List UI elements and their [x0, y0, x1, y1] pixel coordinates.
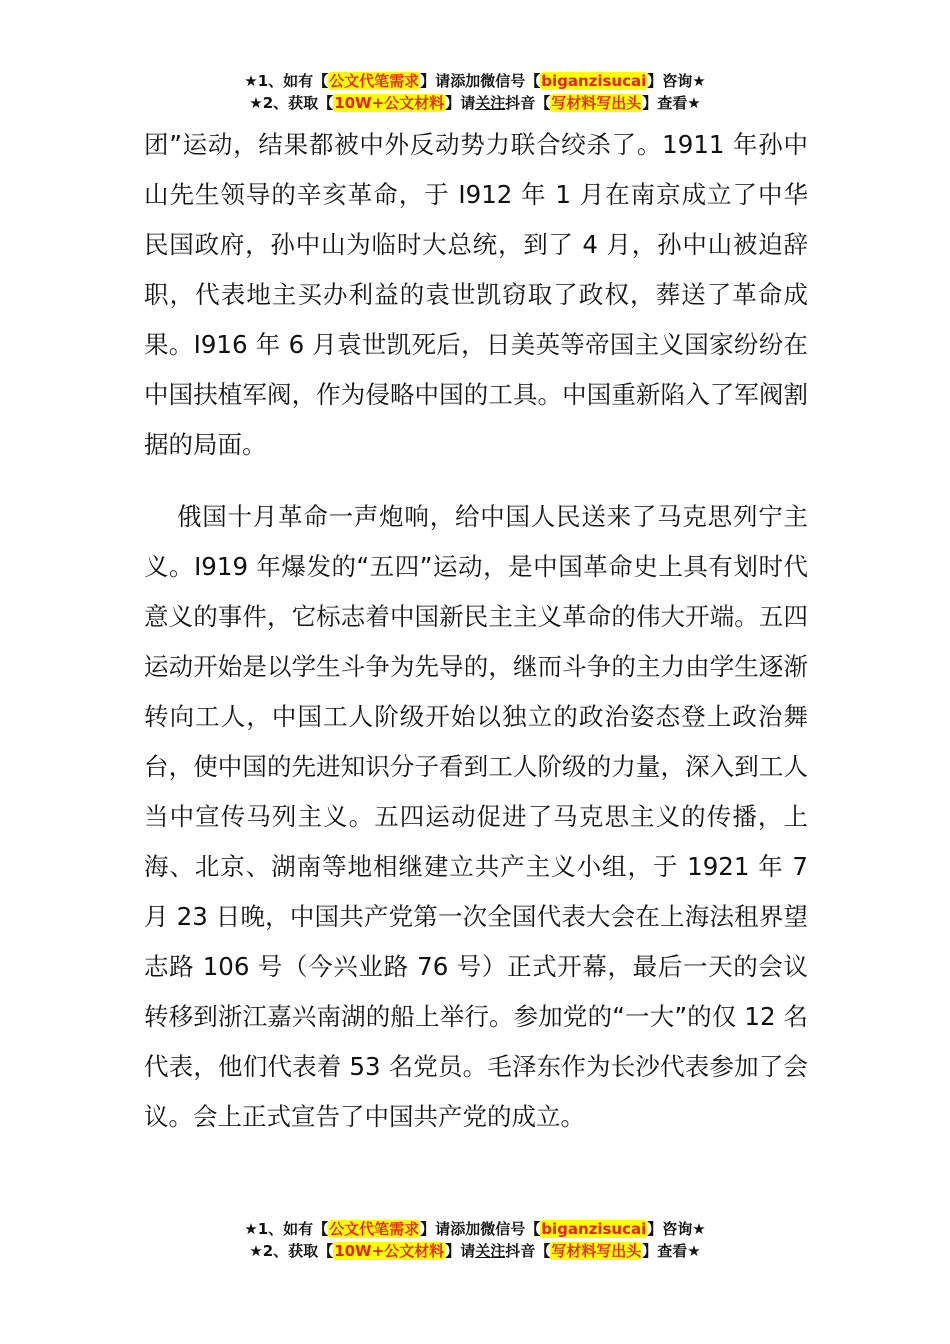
highlight-service: 公文代笔需求 [329, 1220, 420, 1238]
highlight-douyin-account: 写材料写出头 [551, 1242, 642, 1260]
highlight-service: 公文代笔需求 [329, 72, 420, 90]
highlight-materials: 10W+公文材料 [334, 1242, 445, 1260]
highlight-wechat-id: biganzisucai [541, 72, 647, 90]
body-paragraph-1: 团”运动，结果都被中外反动势力联合绞杀了。1911 年孙中山先生领导的辛亥革命，于 I912 年 1 月在南京成立了中华民国政府，孙中山为临时大总统，到了 4 月，孙中山被迫辞职，代表地主买办利益的袁世凯窃取了政权，葬送了革命成果。I916 年 6 月袁世凯死后，日美英等帝国主义国家纷纷在中国扶植军阀，作为侵略中国的工具。中国重新陷入了军阀割据的局面。 [144, 130, 808, 459]
highlight-materials: 10W+公文材料 [334, 94, 445, 112]
footer-banner [0, 1218, 950, 1262]
body-paragraph-2: 俄国十月革命一声炮响，给中国人民送来了马克思列宁主义。I919 年爆发的“五四”运动，是中国革命史上具有划时代意义的事件，它标志着中国新民主主义革命的伟大开端。五四运动开始是以学生斗争为先导的，继而斗争的主力由学生逐渐转向工人，中国工人阶级开始以独立的政治姿态登上政治舞台，使中国的先进知识分子看到工人阶级的力量，深入到工人当中宣传马列主义。五四运动促进了马克思主义的传播，上海、北京、湖南等地相继建立共产主义小组，于 1921 年 7 月 23 日晚，中国共产党第一次全国代表大会在上海法租界望志路 106 号（今兴业路 76 号）正式开幕，最后一天的会议转移到浙江嘉兴南湖的船上举行。参加党的“一大”的仅 12 名代表，他们代表着 53 名党员。毛泽东作为长沙代表参加了会议。会上正式宣告了中国共产党的成立。 [144, 502, 808, 1131]
header-line-1: ★1、如有【公文代笔需求】请添加微信号【biganzisucai】咨询★ [244, 72, 706, 90]
highlight-wechat-id: biganzisucai [541, 1220, 647, 1238]
document-body [144, 120, 808, 1142]
footer-line-1: ★1、如有【公文代笔需求】请添加微信号【biganzisucai】咨询★ [244, 1220, 706, 1238]
highlight-douyin-account: 写材料写出头 [551, 94, 642, 112]
header-line-2: ★2、获取【10W+公文材料】请关注抖音【写材料写出头】查看★ [249, 94, 701, 112]
header-banner [0, 70, 950, 114]
footer-line-2: ★2、获取【10W+公文材料】请关注抖音【写材料写出头】查看★ [249, 1242, 701, 1260]
